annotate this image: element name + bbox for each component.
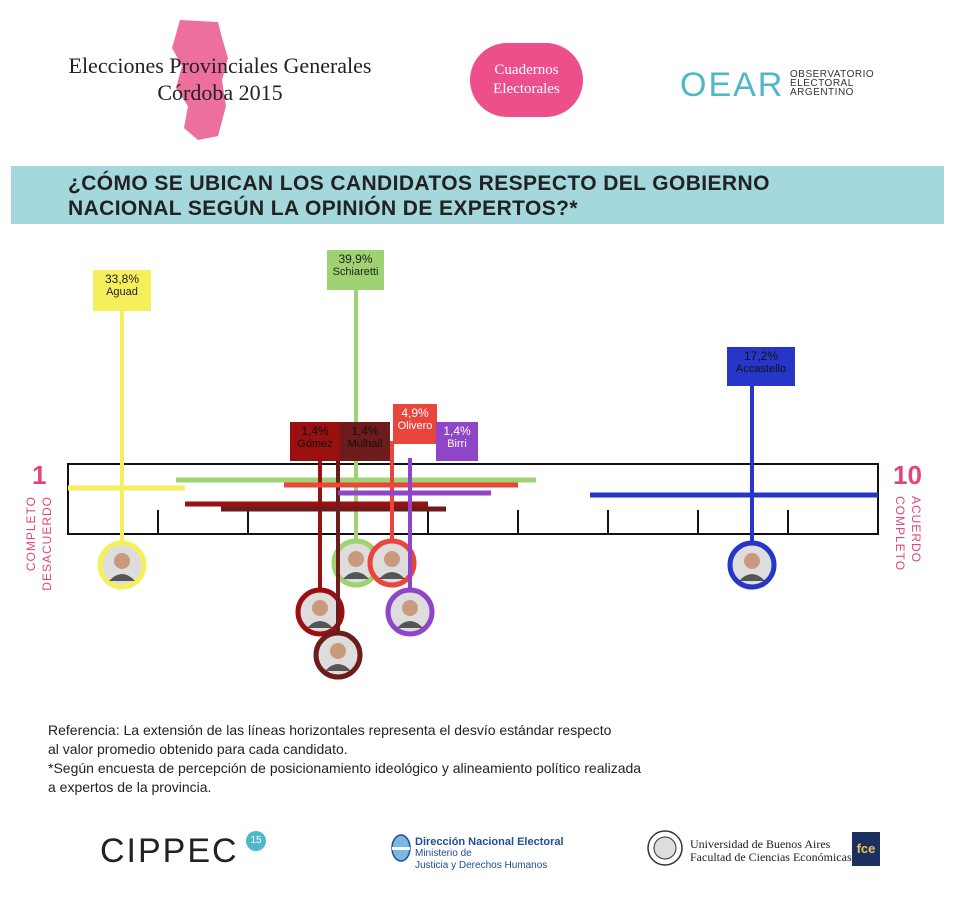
- axis-left-text-2: DESACUERDO: [40, 496, 54, 591]
- label-name-accastello: Accastello: [735, 363, 787, 375]
- label-name-gomez: Gómez: [297, 438, 333, 450]
- banner-line-1: ¿CÓMO SE UBICAN LOS CANDIDATOS RESPECTO DEL GOBIERNO: [68, 172, 770, 195]
- label-pct-schiaretti: 39,9%: [338, 252, 373, 266]
- reference-note: [48, 721, 848, 797]
- axis-right-text-2: ACUERDO: [909, 496, 923, 564]
- pill-line-1: Cuadernos: [494, 62, 559, 78]
- fce-badge: fce: [852, 832, 880, 866]
- title-line-2: Córdoba 2015: [157, 80, 283, 105]
- reference-line-1: Referencia: La extensión de las líneas horizontales representa el desvío estándar respecto: [48, 722, 612, 738]
- cippec-logo: CIPPEC: [100, 832, 239, 870]
- dne-line-1: Dirección Nacional Electoral: [415, 836, 564, 848]
- face-gomez: [312, 600, 328, 616]
- pill-line-2: Electorales: [493, 81, 560, 97]
- oear-logo: OEAR: [680, 66, 785, 104]
- label-aguad: [93, 270, 151, 311]
- label-pct-olivero: 4,9%: [401, 406, 429, 420]
- fce-line-2: Facultad de Ciencias Económicas: [690, 850, 852, 864]
- label-pct-aguad: 33,8%: [104, 272, 140, 286]
- face-mulhall: [330, 643, 346, 659]
- dne-line-3: Justicia y Derechos Humanos: [415, 860, 548, 871]
- label-name-olivero: Olivero: [397, 420, 433, 432]
- label-name-birri: Birri: [447, 438, 467, 450]
- reference-line-2: al valor promedio obtenido para cada candidato.: [48, 741, 348, 757]
- axis-left-number: 1: [32, 460, 47, 490]
- dne-line-2: Ministerio de: [415, 848, 472, 859]
- axis-left-text-1: COMPLETO: [24, 496, 38, 572]
- dne-logo: [415, 836, 564, 872]
- oear-sub-1: OBSERVATORIO: [790, 69, 875, 80]
- header-title: [20, 52, 420, 106]
- argentina-shield-icon: [390, 832, 412, 864]
- label-pct-birri: 1,4%: [443, 424, 471, 438]
- label-mulhall: [340, 422, 390, 461]
- label-name-aguad: Aguad: [106, 286, 138, 298]
- axis-right-text-1: COMPLETO: [893, 496, 907, 572]
- label-schiaretti: [327, 250, 384, 290]
- cippec-badge: 15: [246, 831, 266, 851]
- label-gomez: [290, 422, 340, 461]
- title-line-1: Elecciones Provinciales Generales: [68, 53, 372, 78]
- fce-line-1: Universidad de Buenos Aires: [690, 837, 831, 851]
- oear-sub-2: ELECTORAL: [790, 78, 854, 89]
- label-pct-accastello: 17,2%: [743, 349, 779, 363]
- axis-right-number: 10: [893, 460, 922, 490]
- axis-box: [68, 464, 878, 534]
- banner-line-2: NACIONAL SEGÚN LA OPINIÓN DE EXPERTOS?*: [68, 197, 578, 220]
- reference-line-3: *Según encuesta de percepción de posicionamiento ideológico y alineamiento político realizada: [48, 760, 642, 776]
- oear-sub-3: ARGENTINO: [790, 87, 854, 98]
- label-name-mulhall: Mulhall: [347, 438, 383, 450]
- uba-seal-icon: [646, 829, 684, 867]
- face-aguad: [114, 553, 130, 569]
- face-olivero: [384, 551, 400, 567]
- label-name-schiaretti: Schiaretti: [332, 266, 379, 278]
- fce-text: [690, 838, 852, 864]
- face-birri: [402, 600, 418, 616]
- label-olivero: [393, 404, 437, 444]
- face-accastello: [744, 553, 760, 569]
- reference-line-4: a expertos de la provincia.: [48, 779, 212, 795]
- label-pct-mulhall: 1,4%: [351, 424, 379, 438]
- label-accastello: [727, 347, 795, 386]
- label-pct-gomez: 1,4%: [301, 424, 329, 438]
- label-birri: [436, 422, 478, 461]
- face-schiaretti: [348, 551, 364, 567]
